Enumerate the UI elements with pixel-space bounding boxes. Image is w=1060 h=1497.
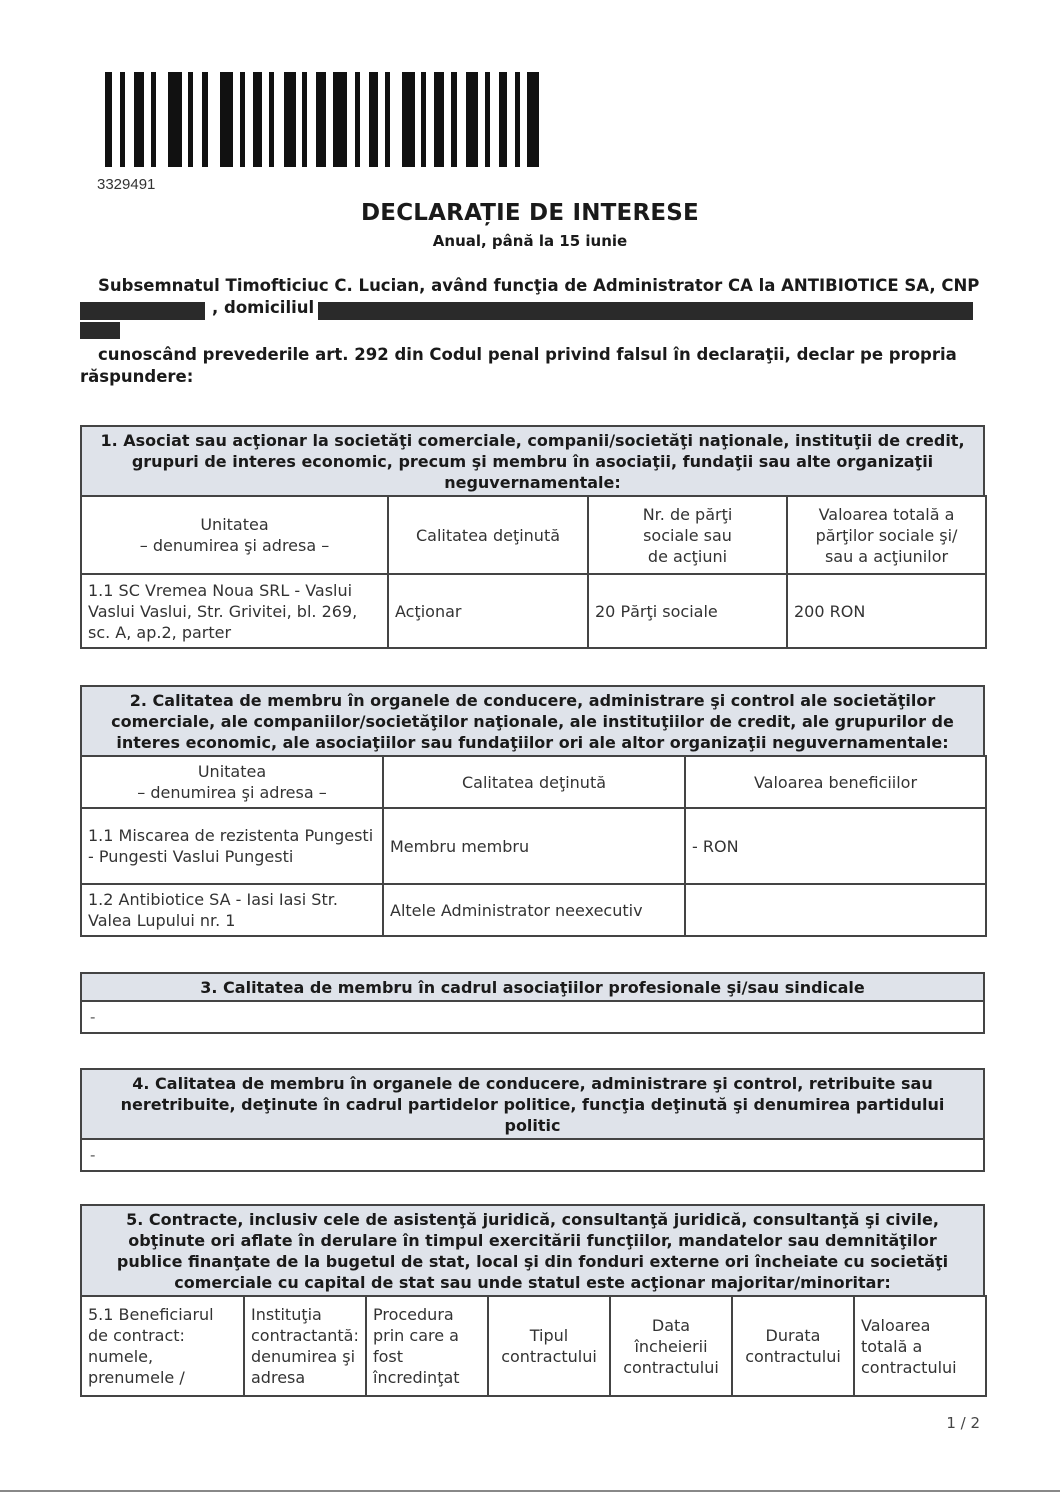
table-cell: 1.1 Miscarea de rezistenta Pungesti - Pungesti Vaslui Pungesti <box>81 808 383 884</box>
table-cell: Acţionar <box>388 574 588 648</box>
section-4-table <box>80 1138 985 1172</box>
section-2-table <box>80 755 987 937</box>
section-2 <box>80 685 985 937</box>
column-header: Durata contractului <box>732 1296 854 1396</box>
table-cell <box>685 884 986 936</box>
column-header: Procedura prin care a fost încredinţat <box>366 1296 488 1396</box>
table-header-row <box>81 756 986 808</box>
column-header: Nr. de părţi sociale sau de acţiuni <box>588 496 787 574</box>
table-header-row <box>81 1296 986 1396</box>
intro-line-3: cunoscând prevederile art. 292 din Codul penal privind falsul în declaraţii, declar pe propria <box>98 345 957 364</box>
column-header: Calitatea deţinută <box>388 496 588 574</box>
redacted-cnp <box>80 302 205 320</box>
table-cell: Altele Administrator neexecutiv <box>383 884 685 936</box>
section-5 <box>80 1204 985 1397</box>
intro-domiciliu: , domiciliul <box>212 298 315 317</box>
table-cell: - RON <box>685 808 986 884</box>
page-edge-line <box>0 1490 1060 1492</box>
section-1-header: 1. Asociat sau acţionar la societăţi comerciale, companii/societăţi naţionale, instituţii de credit, grupuri de interes economic, precum şi membru în asociaţii, fundaţii sau alte organizaţii neguvernamentale: <box>80 425 985 495</box>
table-cell: 20 Părţi sociale <box>588 574 787 648</box>
table-cell: - <box>81 1139 984 1171</box>
section-4-header: 4. Calitatea de membru în organele de conducere, administrare şi control, retribuite sau neretribuite, deţinute în cadrul partidelor politice, funcţia deţinută şi denumirea partidului politic <box>80 1068 985 1138</box>
column-header: Valoarea beneficiilor <box>685 756 986 808</box>
intro-line-4: răspundere: <box>80 367 194 386</box>
table-cell: Membru membru <box>383 808 685 884</box>
column-header: Unitatea – denumirea şi adresa – <box>81 496 388 574</box>
section-5-header: 5. Contracte, inclusiv cele de asistenţă juridică, consultanţă juridică, consultanţă şi civile, obţinute ori aflate în derulare în timpul exercitării funcţiilor, mandatelor sau demnităţilor publice finanţate de la bugetul de stat, local şi din fonduri externe ori încheiate cu societăţi comerciale cu capital de stat sau unde statul este acţionar majoritar/minoritar: <box>80 1204 985 1295</box>
document-title: DECLARAȚIE DE INTERESE <box>361 200 699 226</box>
column-header: Unitatea – denumirea şi adresa – <box>81 756 383 808</box>
table-cell: 1.2 Antibiotice SA - Iasi Iasi Str. Valea Lupului nr. 1 <box>81 884 383 936</box>
table-cell: 200 RON <box>787 574 986 648</box>
barcode <box>105 72 577 167</box>
section-5-table <box>80 1295 987 1397</box>
section-4 <box>80 1068 985 1172</box>
barcode-number: 3329491 <box>97 176 156 193</box>
column-header: Instituţia contractantă: denumirea şi adresa <box>244 1296 366 1396</box>
table-cell: 1.1 SC Vremea Noua SRL - Vaslui Vaslui Vaslui, Str. Grivitei, bl. 269, sc. A, ap.2, parter <box>81 574 388 648</box>
intro-line-1: Subsemnatul Timofticiuc C. Lucian, având funcţia de Administrator CA la ANTIBIOTICE SA, CNP <box>98 276 980 295</box>
document-subtitle: Anual, până la 15 iunie <box>432 232 628 250</box>
page-number: 1 / 2 <box>946 1414 980 1432</box>
section-2-header: 2. Calitatea de membru în organele de conducere, administrare şi control ale societăţilor comerciale, ale companiilor/societăţilor naţionale, ale instituţiilor de credit, ale grupurilor de interes economic, ale asociaţiilor sau fundaţiilor ori ale altor organizaţii neguvernamentale: <box>80 685 985 755</box>
table-header-row <box>81 496 986 574</box>
column-header: Valoarea totală a contractului <box>854 1296 986 1396</box>
column-header: Tipul contractului <box>488 1296 610 1396</box>
table-row <box>81 574 986 648</box>
section-3-table <box>80 1000 985 1034</box>
column-header: Valoarea totală a părţilor sociale şi/ sau a acţiunilor <box>787 496 986 574</box>
table-cell: - <box>81 1001 984 1033</box>
column-header: Calitatea deţinută <box>383 756 685 808</box>
redacted-address-cont <box>80 322 120 339</box>
table-row <box>81 808 986 884</box>
section-1-table <box>80 495 987 649</box>
redacted-address <box>318 302 973 320</box>
section-3 <box>80 972 985 1034</box>
table-row <box>81 884 986 936</box>
section-3-header: 3. Calitatea de membru în cadrul asociaţiilor profesionale şi/sau sindicale <box>80 972 985 1000</box>
section-1 <box>80 425 985 649</box>
column-header: Data încheierii contractului <box>610 1296 732 1396</box>
column-header: 5.1 Beneficiarul de contract: numele, prenumele / <box>81 1296 244 1396</box>
